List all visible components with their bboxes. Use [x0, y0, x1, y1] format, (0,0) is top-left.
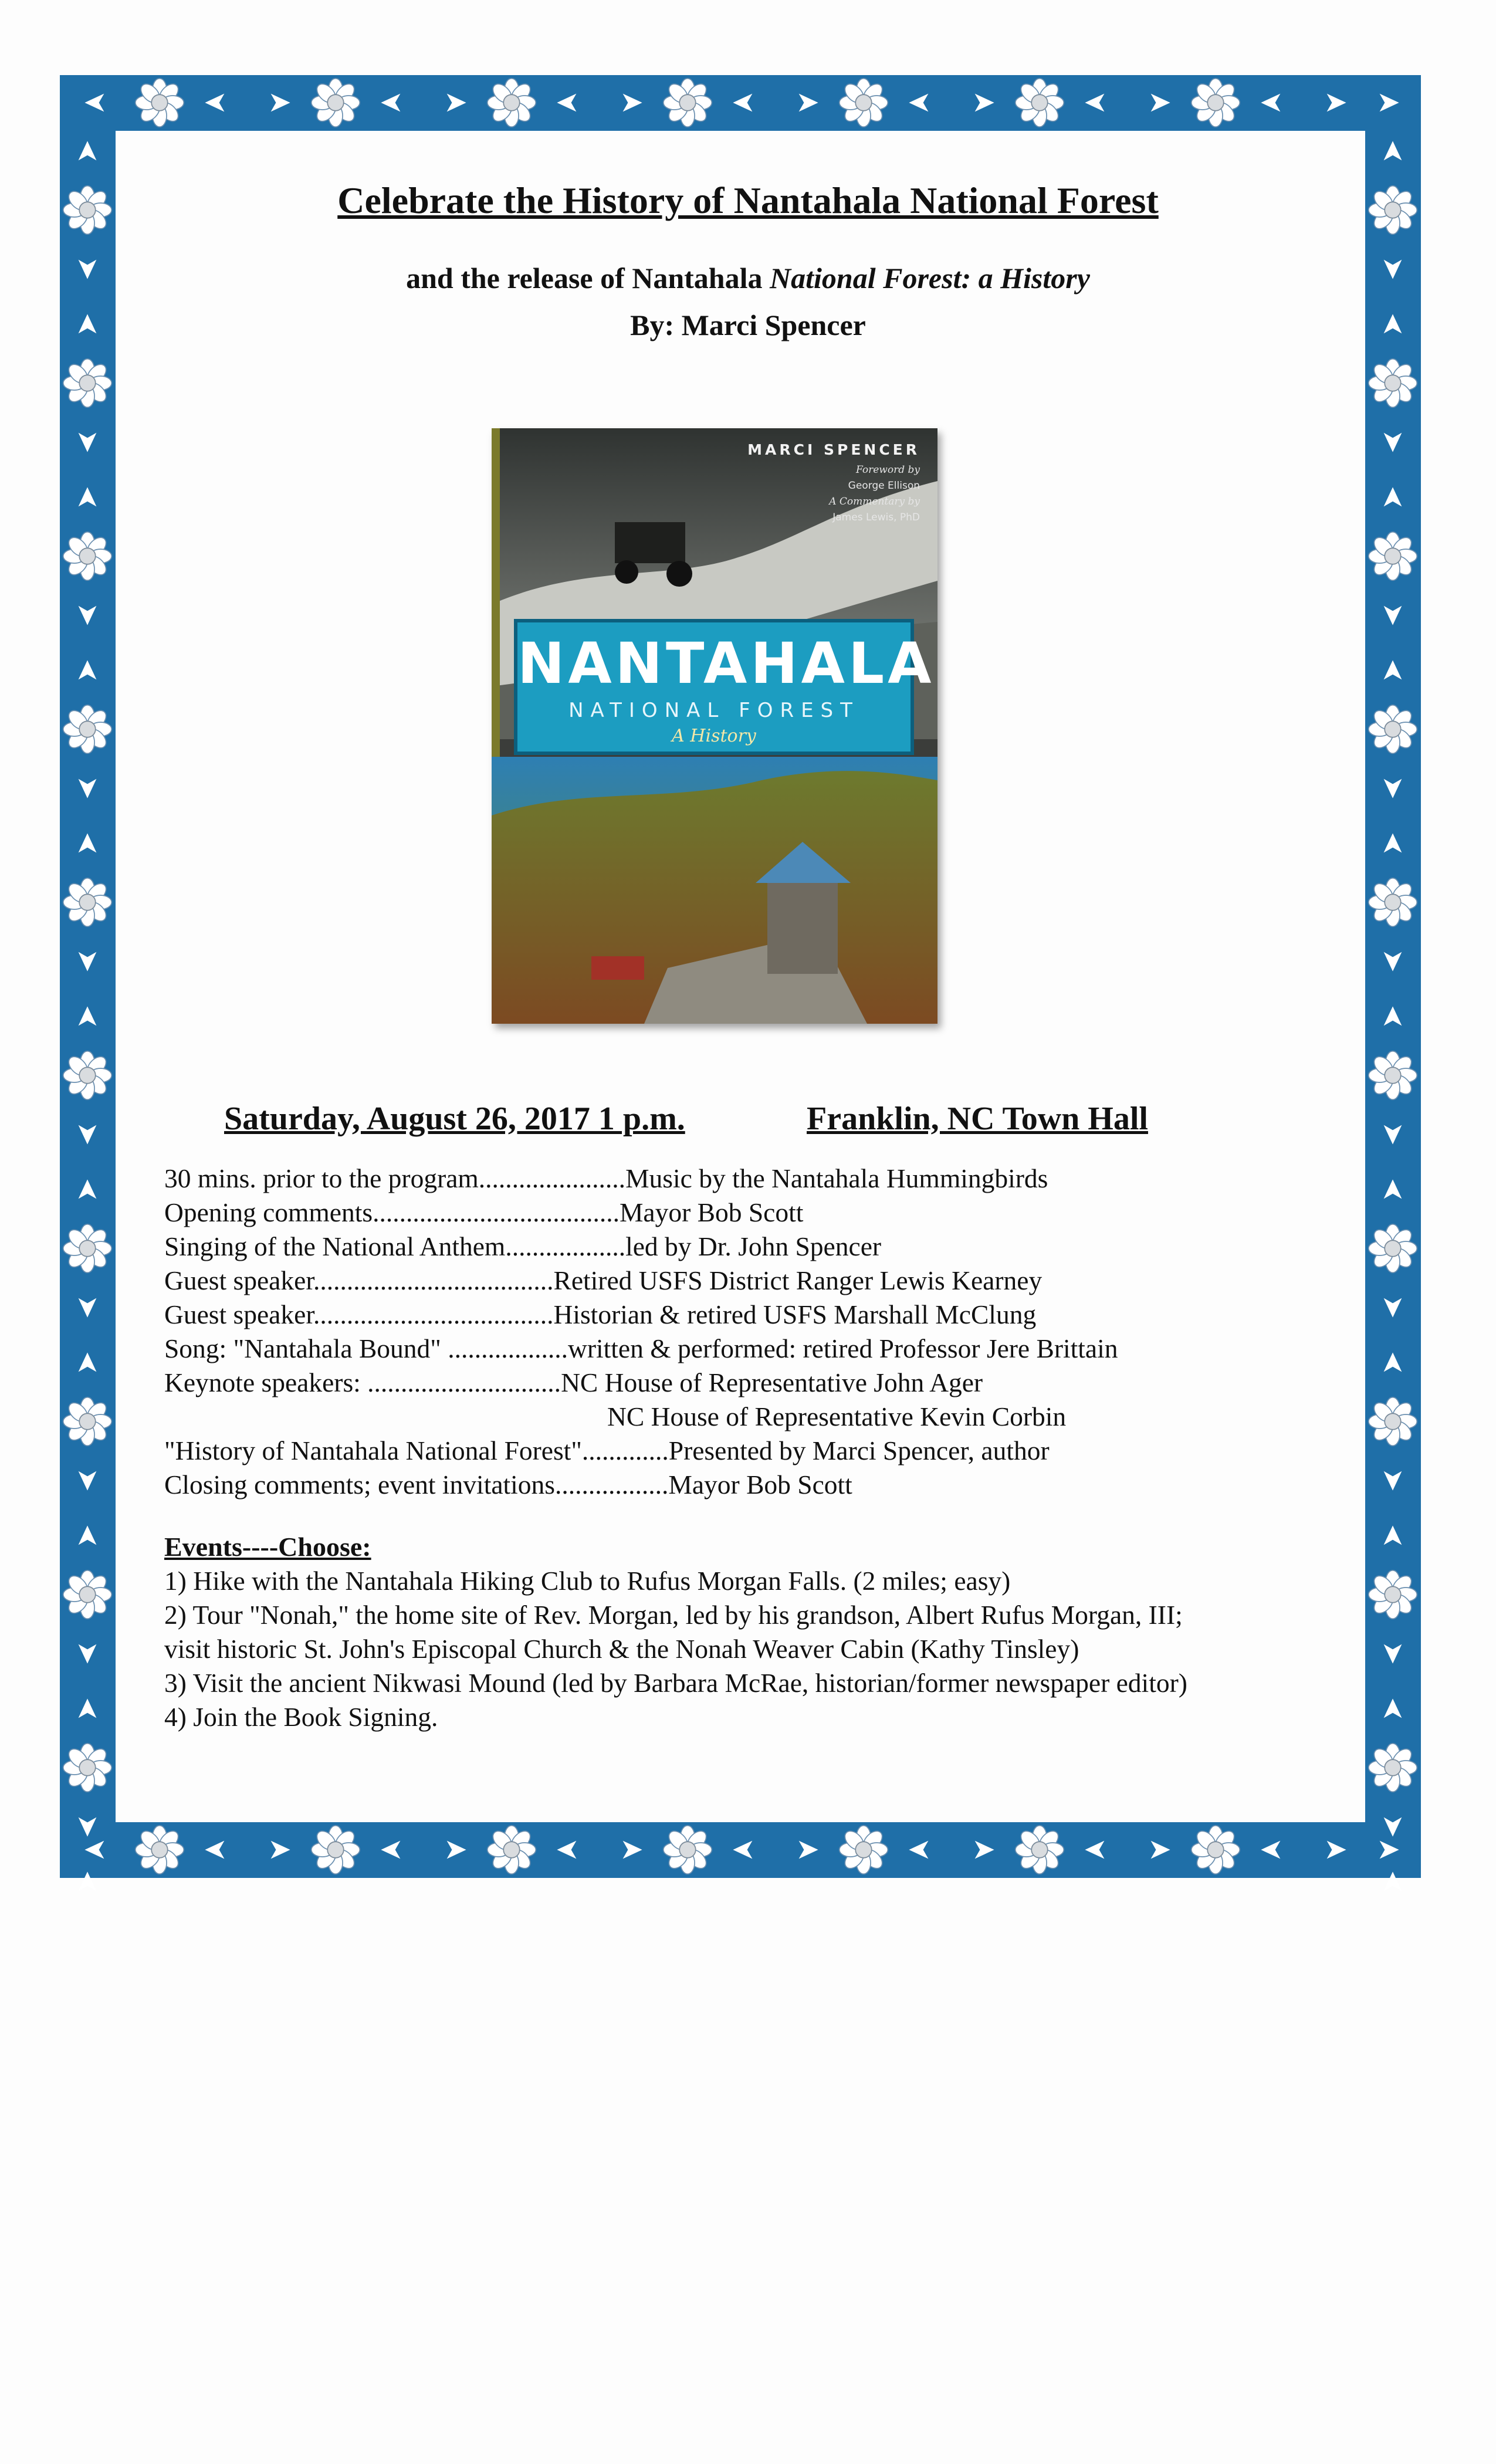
arrow-ornament-icon	[1323, 1837, 1349, 1863]
arrow-ornament-icon	[378, 90, 404, 116]
arrow-ornament-icon	[1380, 485, 1406, 510]
program-row	[164, 1264, 1338, 1298]
cover-title-main: NANTAHALA	[517, 631, 935, 696]
arrow-ornament-icon	[1376, 1837, 1402, 1863]
arrow-ornament-icon	[1380, 1294, 1406, 1320]
arrow-ornament-icon	[1258, 90, 1284, 116]
subtitle-book-title: National Forest: a History	[770, 262, 1090, 295]
flower-ornament-icon	[1368, 531, 1418, 581]
event-item: 3) Visit the ancient Nikwasi Mound (led by Barbara McRae, historian/former newspaper editor)	[164, 1668, 1187, 1698]
flower-ornament-icon	[62, 1050, 113, 1101]
arrow-ornament-icon	[267, 90, 293, 116]
arrow-ornament-icon	[1380, 1640, 1406, 1666]
program-item-value: NC House of Representative John Ager	[561, 1368, 983, 1397]
flower-ornament-icon	[1014, 1825, 1065, 1875]
arrow-ornament-icon	[795, 90, 821, 116]
events-list	[164, 1564, 1338, 1734]
book-cover-image	[492, 428, 937, 1024]
program-item-value: written & performed: retired Professor Jere Brittain	[568, 1333, 1118, 1363]
cover-commentary-name: James Lewis, PhD	[832, 512, 920, 523]
arrow-ornament-icon	[1147, 90, 1173, 116]
arrow-ornament-icon	[1380, 1121, 1406, 1147]
arrow-ornament-icon	[75, 1869, 100, 1895]
program-item-label: "History of Nantahala National Forest".............	[164, 1436, 669, 1465]
subtitle-prefix: and the release of Nantahala	[406, 262, 770, 295]
arrow-ornament-icon	[443, 1837, 469, 1863]
program-item-value: Historian & retired USFS Marshall McClung	[553, 1299, 1037, 1329]
arrow-ornament-icon	[75, 775, 100, 801]
arrow-ornament-icon	[1258, 1837, 1284, 1863]
event-item: visit historic St. John's Episcopal Church & the Nonah Weaver Cabin (Kathy Tinsley)	[164, 1634, 1079, 1664]
cover-title-band	[514, 619, 935, 755]
arrow-ornament-icon	[75, 1523, 100, 1549]
arrow-ornament-icon	[1380, 1696, 1406, 1722]
arrow-ornament-icon	[75, 312, 100, 337]
program-item-label: Opening comments.....................................	[164, 1197, 620, 1227]
arrow-ornament-icon	[75, 658, 100, 683]
cover-credits	[779, 462, 920, 526]
flower-ornament-icon	[662, 77, 713, 128]
arrow-ornament-icon	[75, 429, 100, 455]
arrow-ornament-icon	[1376, 90, 1402, 116]
arrow-ornament-icon	[1082, 1837, 1108, 1863]
event-location: Franklin, NC Town Hall	[807, 1101, 1148, 1137]
flower-ornament-icon	[838, 1825, 889, 1875]
event-date: Saturday, August 26, 2017 1 p.m.	[224, 1101, 685, 1137]
arrow-ornament-icon	[906, 90, 932, 116]
program-item-value: Retired USFS District Ranger Lewis Kearney	[553, 1265, 1043, 1295]
arrow-ornament-icon	[1323, 90, 1349, 116]
program-item-label: Closing comments; event invitations.................	[164, 1470, 669, 1500]
page-title: Celebrate the History of Nantahala National Forest	[337, 180, 1159, 221]
flower-ornament-icon	[486, 1825, 537, 1875]
flower-ornament-icon	[62, 358, 113, 408]
arrow-ornament-icon	[82, 1837, 108, 1863]
program-row	[164, 1468, 1338, 1502]
arrow-ornament-icon	[1082, 90, 1108, 116]
arrow-ornament-icon	[75, 1294, 100, 1320]
flower-ornament-icon	[62, 185, 113, 235]
arrow-ornament-icon	[554, 90, 580, 116]
event-item: 2) Tour "Nonah," the home site of Rev. Morgan, led by his grandson, Albert Rufus Morgan, III;	[164, 1600, 1183, 1630]
program-row	[164, 1196, 1338, 1230]
cover-foreword-name: George Ellison	[848, 480, 920, 492]
flower-ornament-icon	[310, 77, 361, 128]
program-row	[164, 1230, 1338, 1264]
flower-ornament-icon	[1368, 1223, 1418, 1274]
flower-ornament-icon	[486, 77, 537, 128]
arrow-ornament-icon	[554, 1837, 580, 1863]
arrow-ornament-icon	[1380, 1523, 1406, 1549]
program-item-label: Keynote speakers: .............................	[164, 1368, 561, 1397]
program-row	[164, 1162, 1338, 1196]
flower-ornament-icon	[1368, 1050, 1418, 1101]
arrow-ornament-icon	[1380, 775, 1406, 801]
arrow-ornament-icon	[1147, 1837, 1173, 1863]
cover-author: MARCI SPENCER	[747, 441, 920, 458]
program-item-value: NC House of Representative Kevin Corbin	[607, 1402, 1067, 1431]
arrow-ornament-icon	[795, 1837, 821, 1863]
flower-ornament-icon	[134, 1825, 185, 1875]
flower-ornament-icon	[1368, 877, 1418, 928]
arrow-ornament-icon	[1380, 1004, 1406, 1030]
arrow-ornament-icon	[1380, 658, 1406, 683]
arrow-ornament-icon	[378, 1837, 404, 1863]
arrow-ornament-icon	[75, 1121, 100, 1147]
arrow-ornament-icon	[75, 256, 100, 282]
program-row	[164, 1366, 1338, 1400]
flower-ornament-icon	[1368, 1742, 1418, 1793]
arrow-ornament-icon	[443, 90, 469, 116]
flower-ornament-icon	[1190, 77, 1241, 128]
flower-ornament-icon	[838, 77, 889, 128]
cover-title-script: A History	[672, 726, 756, 746]
arrow-ornament-icon	[1380, 1177, 1406, 1203]
cover-foreword-label: Foreword by	[856, 464, 920, 476]
event-item: 4) Join the Book Signing.	[164, 1702, 438, 1732]
flower-ornament-icon	[62, 704, 113, 754]
arrow-ornament-icon	[75, 1467, 100, 1493]
program-row	[164, 1434, 1338, 1468]
arrow-ornament-icon	[75, 1813, 100, 1839]
program-item-value: led by Dr. John Spencer	[625, 1231, 882, 1261]
program-item-value: Music by the Nantahala Hummingbirds	[625, 1163, 1048, 1193]
flower-ornament-icon	[662, 1825, 713, 1875]
program-item-label: Singing of the National Anthem..................	[164, 1231, 626, 1261]
arrow-ornament-icon	[82, 90, 108, 116]
arrow-ornament-icon	[75, 831, 100, 857]
arrow-ornament-icon	[1380, 948, 1406, 974]
flower-ornament-icon	[1368, 1569, 1418, 1620]
byline: By: Marci Spencer	[630, 309, 866, 341]
flower-ornament-icon	[1014, 77, 1065, 128]
arrow-ornament-icon	[730, 1837, 756, 1863]
arrow-ornament-icon	[730, 90, 756, 116]
flower-ornament-icon	[1368, 704, 1418, 754]
program-row	[164, 1400, 1338, 1434]
arrow-ornament-icon	[1380, 429, 1406, 455]
program-item-label: 30 mins. prior to the program......................	[164, 1163, 626, 1193]
cover-commentary-label: A Commentary by	[829, 496, 920, 507]
arrow-ornament-icon	[619, 1837, 645, 1863]
flower-ornament-icon	[62, 1569, 113, 1620]
arrow-ornament-icon	[1380, 1813, 1406, 1839]
arrow-ornament-icon	[1380, 256, 1406, 282]
arrow-ornament-icon	[75, 485, 100, 510]
arrow-ornament-icon	[75, 602, 100, 628]
flower-ornament-icon	[310, 1825, 361, 1875]
flower-ornament-icon	[62, 877, 113, 928]
arrow-ornament-icon	[75, 138, 100, 164]
program-list	[164, 1162, 1338, 1502]
arrow-ornament-icon	[1380, 602, 1406, 628]
program-item-value: Mayor Bob Scott	[668, 1470, 852, 1500]
arrow-ornament-icon	[1380, 1350, 1406, 1376]
arrow-ornament-icon	[906, 1837, 932, 1863]
program-row	[164, 1332, 1338, 1366]
arrow-ornament-icon	[202, 1837, 228, 1863]
flower-ornament-icon	[62, 1223, 113, 1274]
flower-ornament-icon	[1368, 358, 1418, 408]
arrow-ornament-icon	[1380, 831, 1406, 857]
cover-title-sub: NATIONAL FOREST	[568, 699, 859, 722]
events-heading: Events----Choose:	[164, 1532, 371, 1562]
flower-ornament-icon	[62, 1396, 113, 1447]
arrow-ornament-icon	[971, 1837, 997, 1863]
arrow-ornament-icon	[619, 90, 645, 116]
program-item-value: Mayor Bob Scott	[619, 1197, 804, 1227]
arrow-ornament-icon	[75, 1350, 100, 1376]
flower-ornament-icon	[1368, 185, 1418, 235]
flower-ornament-icon	[62, 1742, 113, 1793]
program-item-label: Guest speaker....................................	[164, 1265, 554, 1295]
arrow-ornament-icon	[971, 90, 997, 116]
arrow-ornament-icon	[75, 1696, 100, 1722]
arrow-ornament-icon	[1380, 138, 1406, 164]
program-item-value: Presented by Marci Spencer, author	[668, 1436, 1050, 1465]
arrow-ornament-icon	[75, 1640, 100, 1666]
arrow-ornament-icon	[1380, 1467, 1406, 1493]
arrow-ornament-icon	[1380, 312, 1406, 337]
arrow-ornament-icon	[75, 948, 100, 974]
program-item-label: Guest speaker....................................	[164, 1299, 554, 1329]
flower-ornament-icon	[1190, 1825, 1241, 1875]
event-item: 1) Hike with the Nantahala Hiking Club to Rufus Morgan Falls. (2 miles; easy)	[164, 1566, 1011, 1596]
arrow-ornament-icon	[75, 1177, 100, 1203]
arrow-ornament-icon	[1380, 1869, 1406, 1895]
program-row	[164, 1298, 1338, 1332]
arrow-ornament-icon	[267, 1837, 293, 1863]
flower-ornament-icon	[1368, 1396, 1418, 1447]
flower-ornament-icon	[134, 77, 185, 128]
flower-ornament-icon	[62, 531, 113, 581]
subtitle	[147, 261, 1349, 295]
program-item-label: Song: "Nantahala Bound" ..................	[164, 1333, 568, 1363]
arrow-ornament-icon	[75, 1004, 100, 1030]
arrow-ornament-icon	[202, 90, 228, 116]
